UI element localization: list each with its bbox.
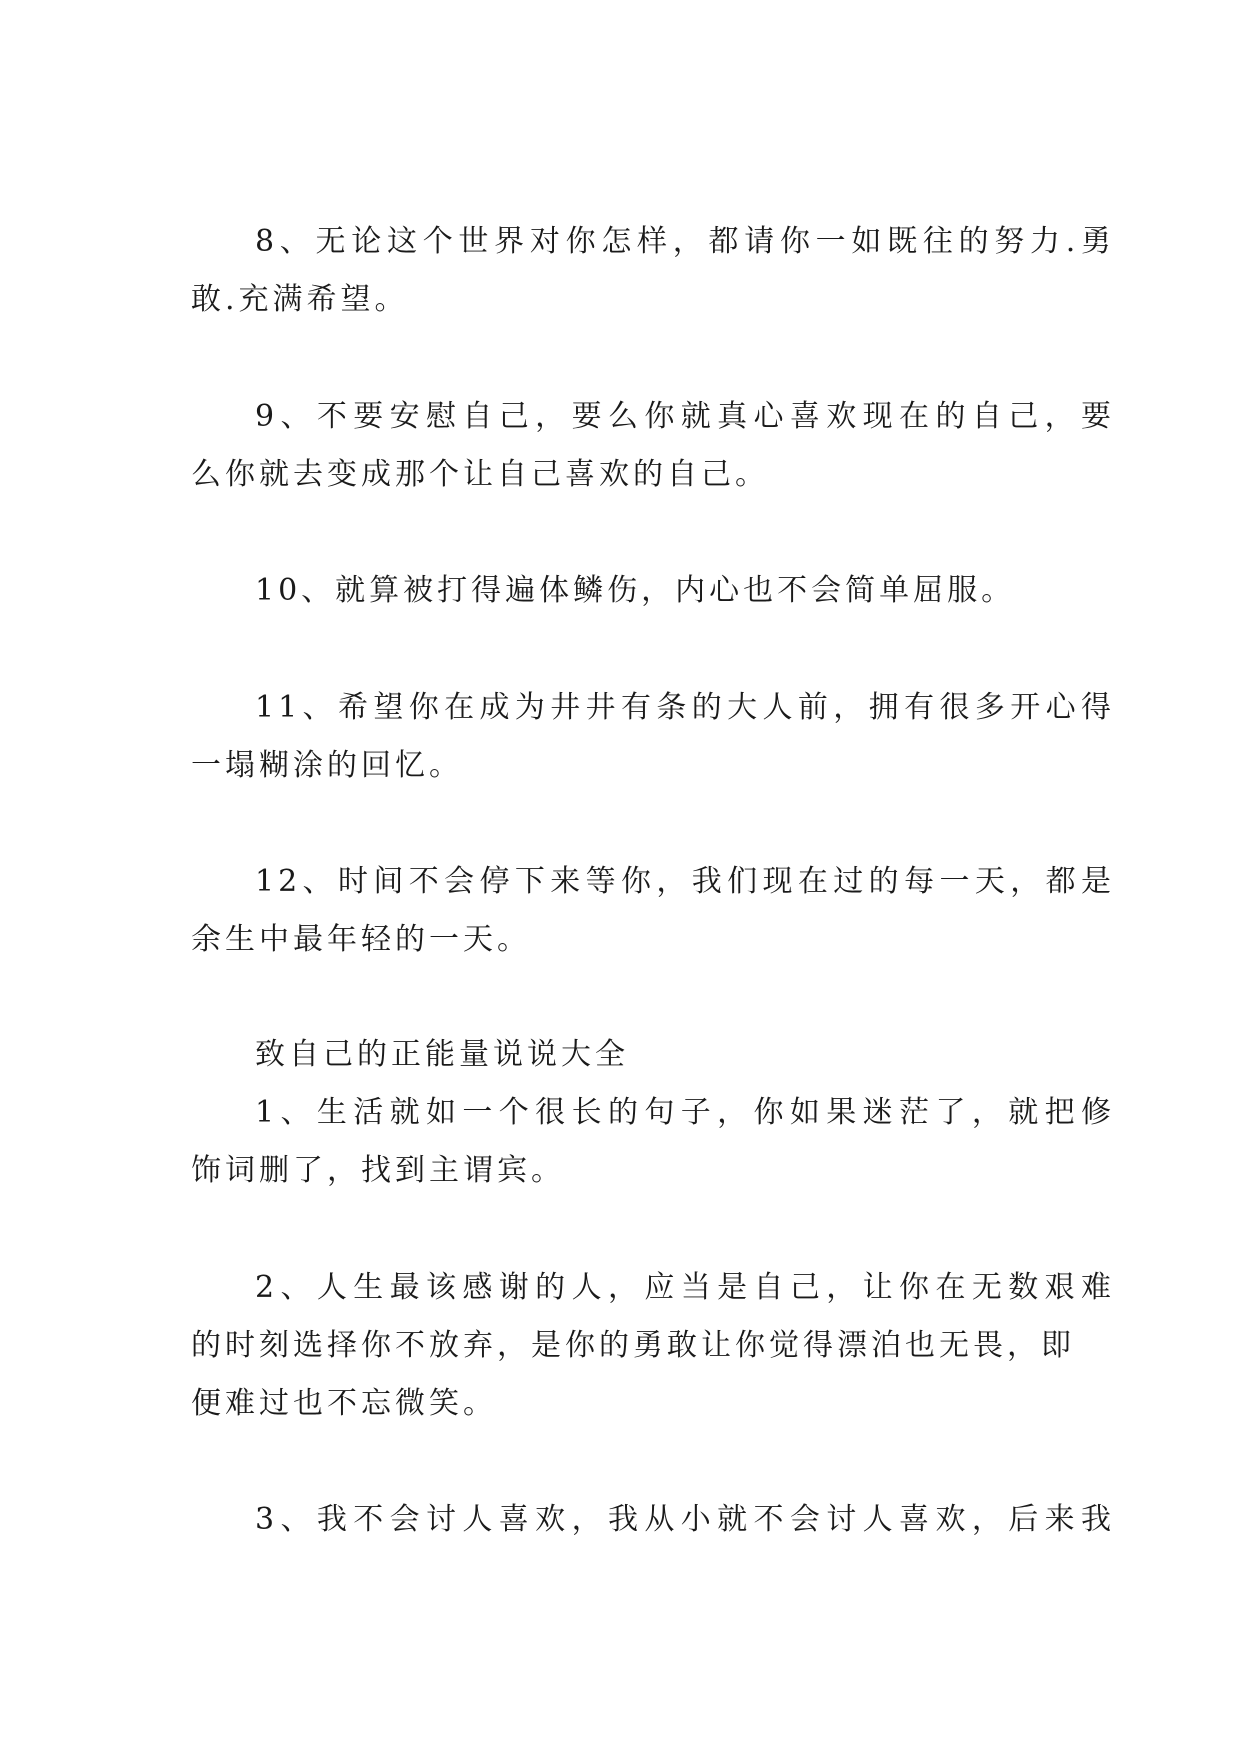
paragraph-8-line-1: 8、无论这个世界对你怎样，都请你一如既往的努力.勇 bbox=[255, 224, 1115, 259]
paragraph-2-line-1: 2、人生最该感谢的人，应当是自己，让你在无数艰难 bbox=[255, 1270, 1115, 1305]
paragraph-8-line-2: 敢.充满希望。 bbox=[191, 282, 409, 317]
paragraph-2-line-3: 便难过也不忘微笑。 bbox=[191, 1386, 497, 1421]
paragraph-3-line-1: 3、我不会讨人喜欢，我从小就不会讨人喜欢，后来我 bbox=[255, 1502, 1115, 1537]
section-heading: 致自己的正能量说说大全 bbox=[255, 1037, 629, 1072]
paragraph-11-line-1: 11、希望你在成为井井有条的大人前，拥有很多开心得 bbox=[255, 690, 1115, 725]
paragraph-9-line-1: 9、不要安慰自己，要么你就真心喜欢现在的自己，要 bbox=[255, 399, 1115, 434]
paragraph-12-line-1: 12、时间不会停下来等你，我们现在过的每一天，都是 bbox=[255, 864, 1115, 899]
paragraph-9-line-2: 么你就去变成那个让自己喜欢的自己。 bbox=[191, 457, 769, 492]
paragraph-1-line-2: 饰词删了，找到主谓宾。 bbox=[191, 1153, 565, 1188]
paragraph-10-line-1: 10、就算被打得遍体鳞伤，内心也不会简单屈服。 bbox=[255, 573, 1016, 608]
paragraph-11-line-2: 一塌糊涂的回忆。 bbox=[191, 748, 463, 783]
paragraph-2-line-2: 的时刻选择你不放弃，是你的勇敢让你觉得漂泊也无畏，即 bbox=[191, 1328, 1075, 1363]
paragraph-12-line-2: 余生中最年轻的一天。 bbox=[191, 922, 531, 957]
paragraph-1-line-1: 1、生活就如一个很长的句子，你如果迷茫了，就把修 bbox=[255, 1095, 1115, 1130]
